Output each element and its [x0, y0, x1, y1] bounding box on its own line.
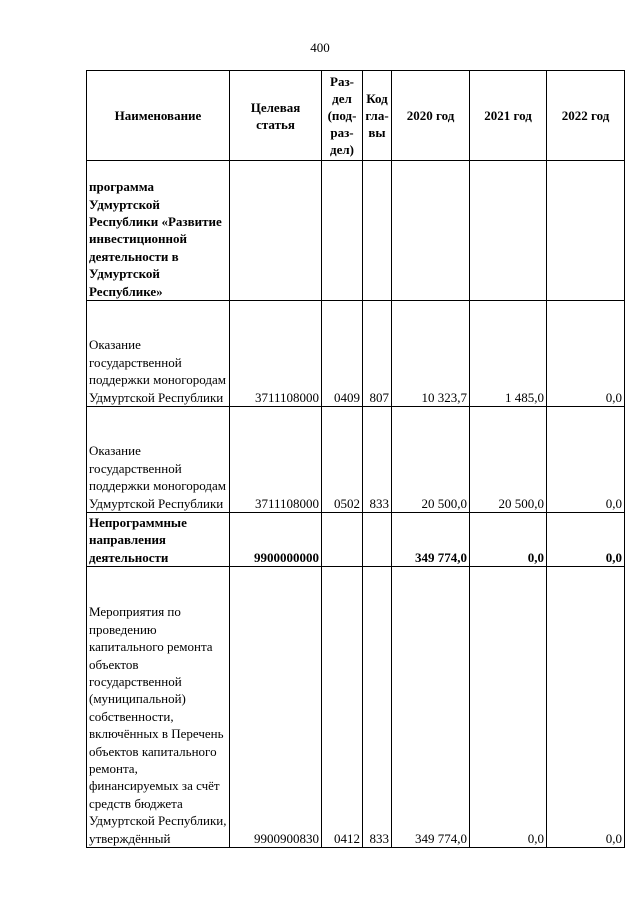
cell-amount-2022: 0,0	[547, 567, 625, 848]
cell-amount-2021: 0,0	[470, 567, 547, 848]
cell-name: Непрограммные направления деятельности	[87, 513, 230, 567]
cell-section-code	[322, 161, 363, 301]
cell-section-code	[322, 513, 363, 567]
header-chapter	[363, 71, 392, 161]
header-2021: 2021 год	[470, 71, 547, 161]
cell-chapter-code: 833	[363, 567, 392, 848]
cell-name: Оказание государственной поддержки моногородам Удмуртской Республики	[87, 407, 230, 513]
cell-section-code: 0502	[322, 407, 363, 513]
cell-target-code: 3711108000	[230, 301, 322, 407]
cell-amount-2021: 0,0	[470, 513, 547, 567]
header-section	[322, 71, 363, 161]
cell-target-code: 9900900830	[230, 567, 322, 848]
header-2020: 2020 год	[392, 71, 470, 161]
header-section-text: Раз-дел (под-раз-дел)	[327, 74, 357, 157]
cell-amount-2021	[470, 161, 547, 301]
cell-target-code: 9900000000	[230, 513, 322, 567]
header-chapter-text: Код гла-вы	[365, 91, 389, 140]
header-name: Наименование	[87, 71, 230, 161]
cell-chapter-code: 833	[363, 407, 392, 513]
table-row	[87, 567, 625, 848]
cell-amount-2020: 20 500,0	[392, 407, 470, 513]
cell-amount-2022: 0,0	[547, 407, 625, 513]
header-target-text: Целевая статья	[250, 99, 301, 132]
header-target	[230, 71, 322, 161]
cell-amount-2020: 349 774,0	[392, 513, 470, 567]
header-2022: 2022 год	[547, 71, 625, 161]
cell-amount-2021: 1 485,0	[470, 301, 547, 407]
header-row	[87, 71, 625, 161]
table-row	[87, 301, 625, 407]
cell-name: Оказание государственной поддержки моногородам Удмуртской Республики	[87, 301, 230, 407]
cell-amount-2021: 20 500,0	[470, 407, 547, 513]
cell-chapter-code	[363, 513, 392, 567]
cell-target-code: 3711108000	[230, 407, 322, 513]
table-row	[87, 513, 625, 567]
cell-chapter-code: 807	[363, 301, 392, 407]
cell-name: Мероприятия по проведению капитального ремонта объектов государственной (муниципальной) собственности, включённых в Перечень объектов капитального ремонта, финансируемых за счёт средств бюджета Удмуртской Республики, утверждённый	[87, 567, 230, 848]
cell-amount-2022: 0,0	[547, 513, 625, 567]
cell-amount-2022	[547, 161, 625, 301]
cell-amount-2020	[392, 161, 470, 301]
cell-chapter-code	[363, 161, 392, 301]
budget-table	[86, 70, 625, 848]
cell-amount-2020: 349 774,0	[392, 567, 470, 848]
cell-target-code	[230, 161, 322, 301]
cell-name: программа Удмуртской Республики «Развитие инвестиционной деятельности в Удмуртской Республике»	[87, 161, 230, 301]
table-row	[87, 161, 625, 301]
table-row	[87, 407, 625, 513]
cell-section-code: 0409	[322, 301, 363, 407]
cell-amount-2022: 0,0	[547, 301, 625, 407]
cell-amount-2020: 10 323,7	[392, 301, 470, 407]
page-number: 400	[310, 40, 330, 55]
cell-section-code: 0412	[322, 567, 363, 848]
